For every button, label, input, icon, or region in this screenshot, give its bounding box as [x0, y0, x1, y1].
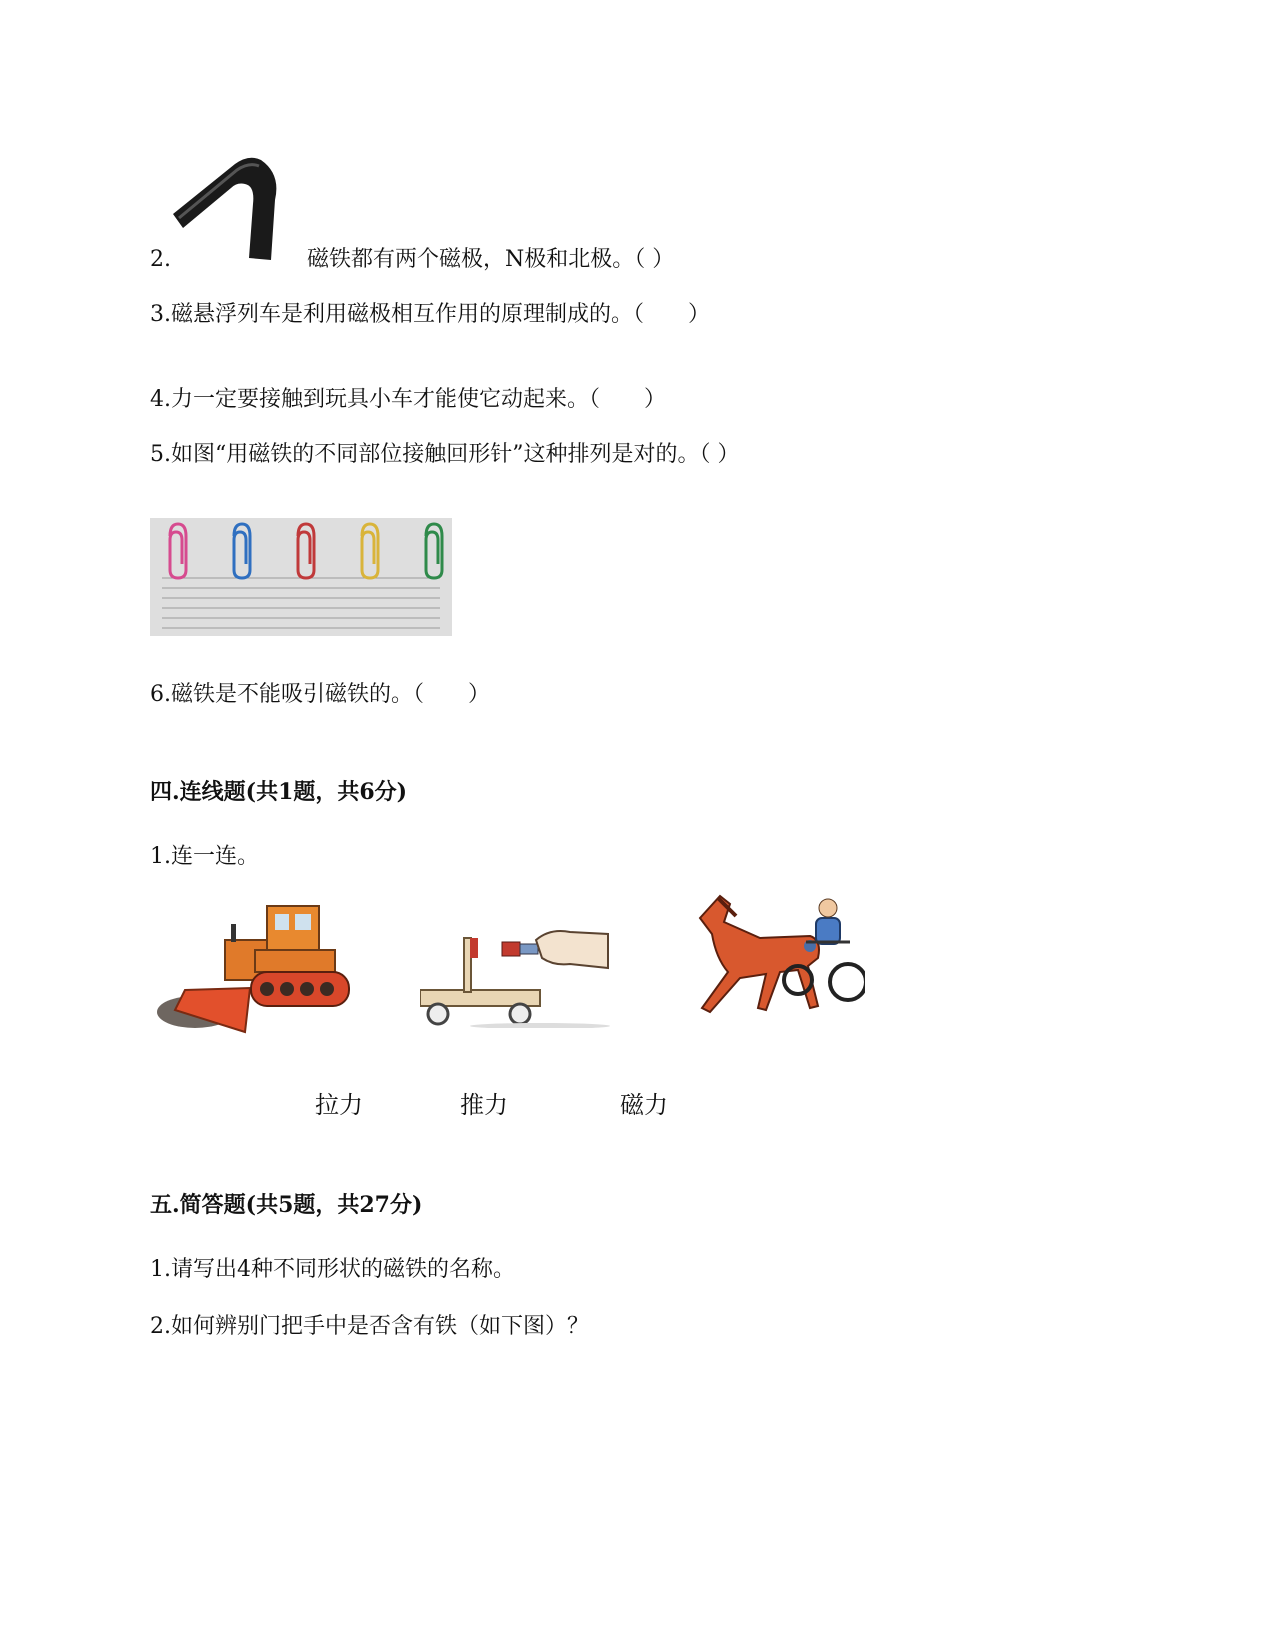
label-push-force: 推力: [460, 1091, 508, 1119]
bulldozer-icon: [155, 900, 355, 1045]
magnet-toy-car-icon: [420, 918, 610, 1028]
horse-cart-icon: [690, 888, 865, 1018]
section-5-question-1: 1.请写出4种不同形状的磁铁的名称。: [150, 1257, 515, 1282]
question-3: 3.磁悬浮列车是利用磁极相互作用的原理制成的。（ ）: [150, 302, 710, 327]
label-magnetic-force: 磁力: [620, 1091, 668, 1119]
question-2: [150, 245, 674, 275]
paperclips-on-lined-paper: [150, 518, 452, 636]
label-pull-force: 拉力: [315, 1091, 363, 1119]
section-4-question-1: 1.连一连。: [150, 844, 259, 869]
question-2-text: 磁铁都有两个磁极，N极和北极。（ ）: [307, 247, 675, 272]
question-2-number: 2.: [150, 247, 171, 272]
question-6: 6.磁铁是不能吸引磁铁的。（ ）: [150, 682, 490, 707]
section-5-title: 五.简答题(共5题，共27分): [150, 1192, 423, 1218]
question-5: 5.如图“用磁铁的不同部位接触回形针”这种排列是对的。（ ）: [150, 442, 740, 467]
section-4-title: 四.连线题(共1题，共6分): [150, 779, 408, 805]
question-4: 4.力一定要接触到玩具小车才能使它动起来。（ ）: [150, 387, 666, 412]
section-5-question-2: 2.如何辨别门把手中是否含有铁（如下图）？: [150, 1314, 589, 1339]
